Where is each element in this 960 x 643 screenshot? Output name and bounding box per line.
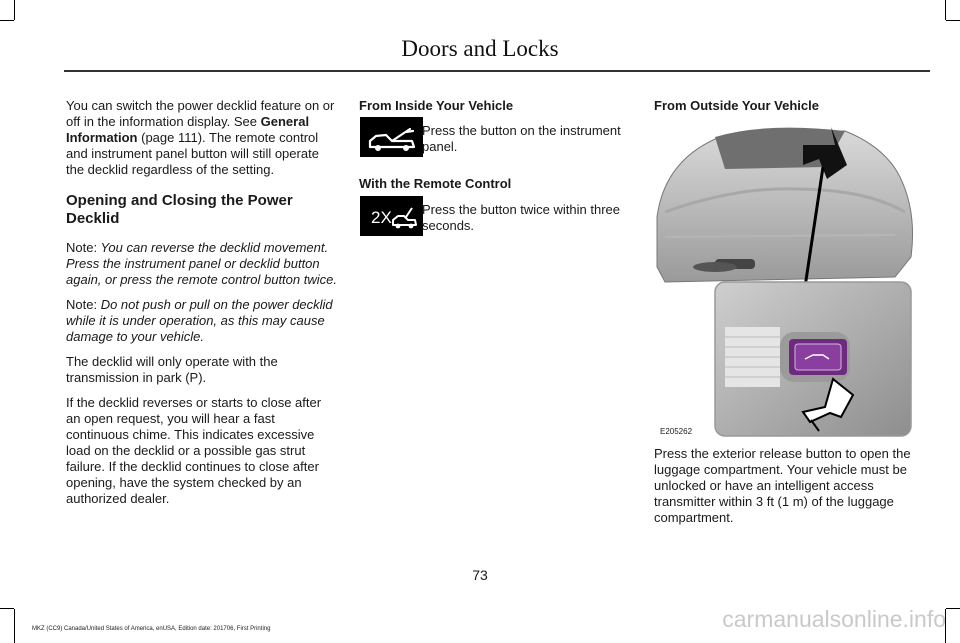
car-trunk-open-icon: [360, 117, 423, 157]
intro-paragraph: You can switch the power decklid feature on or off in the information display. See General Information (page 111). The remote control and instrument panel button will still operate the decklid regardless of the setting.: [66, 98, 335, 177]
crop-mark-top-right: [945, 0, 946, 20]
inside-instruction: Press the button on the instrument panel.: [422, 123, 621, 154]
remote-heading: With the Remote Control: [359, 176, 512, 191]
page-title: Doors and Locks: [401, 36, 559, 61]
crop-mark-top-left-h: [0, 20, 14, 21]
page-number: 73: [472, 567, 488, 583]
note-do-not-push: Note: Do not push or pull on the power decklid while it is under operation, as this may cause damage to your vehicle.: [66, 297, 333, 344]
vehicle-rear-illustration: [655, 117, 916, 443]
watermark: carmanualsonline.info: [722, 606, 946, 632]
outside-instruction: Press the exterior release button to open the luggage compartment. Your vehicle must be unlocked or have an intelligent access transmitter within 3 ft (1 m) of the luggage compartment.: [654, 446, 911, 525]
crop-mark-top-left: [14, 0, 15, 20]
header-divider: [64, 70, 930, 72]
outside-heading: From Outside Your Vehicle: [654, 98, 819, 113]
park-paragraph: The decklid will only operate with the transmission in park (P).: [66, 354, 278, 385]
crop-mark-bottom-left-h: [0, 608, 14, 609]
crop-mark-top-right-h: [946, 20, 960, 21]
remote-button-icon: [360, 196, 423, 236]
edition-footer: MKZ (CC9) Canada/United States of America, enUSA, Edition date: 201706, First Printing: [32, 626, 271, 632]
column-left: [66, 98, 338, 516]
car-trunk-double-press-icon: [360, 196, 423, 236]
general-information-link[interactable]: General Information: [66, 114, 310, 145]
chime-paragraph: If the decklid reverses or starts to close after an open request, you will hear a fast continuous chime. This indicates excessive load on the decklid or a possible gas strut failure. If the decklid continues to close after opening, have the system checked by an authorized dealer.: [66, 395, 322, 506]
decklid-button-icon: [360, 117, 423, 157]
crop-mark-bottom-right-h: [946, 608, 960, 609]
crop-mark-bottom-left: [14, 609, 15, 643]
note-reverse: Note: You can reverse the decklid movement. Press the instrument panel or decklid button again, or press the remote control button twice.: [66, 240, 337, 287]
section-heading: Opening and Closing the Power Decklid: [66, 192, 293, 227]
remote-instruction: Press the button twice within three seconds.: [422, 202, 620, 233]
inside-heading: From Inside Your Vehicle: [359, 98, 514, 113]
image-code: E205262: [660, 427, 693, 436]
decklid-release-figure: [655, 117, 916, 443]
remote-icon-label: 2X: [371, 208, 392, 227]
